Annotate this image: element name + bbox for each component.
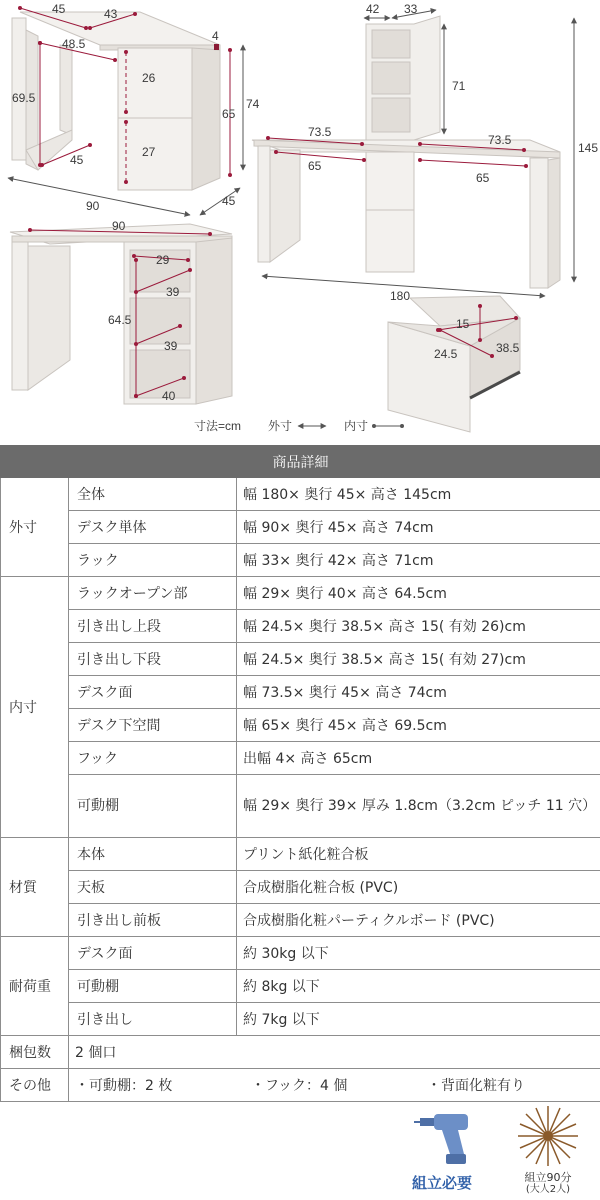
package-label: 梱包数 xyxy=(1,1036,69,1069)
dim-label: 64.5 xyxy=(108,313,132,327)
dim-label: 45 xyxy=(70,153,84,167)
table-row xyxy=(1,577,600,610)
drill-icon xyxy=(412,1106,482,1168)
spec-value: 約 30kg 以下 xyxy=(237,937,600,970)
table-row xyxy=(1,1036,600,1069)
dimension-diagram xyxy=(0,0,600,445)
dim-label: 4 xyxy=(212,29,219,43)
spec-item: ラックオープン部 xyxy=(69,577,237,610)
assembly-people: (大人2人) xyxy=(525,1184,571,1195)
spec-item: 引き出し前板 xyxy=(69,904,237,937)
dim-label: 45 xyxy=(222,194,236,208)
spec-item: 可動棚 xyxy=(69,775,237,838)
dim-label: 90 xyxy=(86,199,100,213)
spec-item: デスク面 xyxy=(69,937,237,970)
dimension-legend xyxy=(194,418,402,433)
dim-label: 48.5 xyxy=(62,37,86,51)
spec-item: 天板 xyxy=(69,871,237,904)
table-row xyxy=(1,511,600,544)
spec-item: 引き出し上段 xyxy=(69,610,237,643)
table-row xyxy=(1,970,600,1003)
dim-label: 38.5 xyxy=(496,341,520,355)
spec-value: プリント紙化粧合板 xyxy=(237,838,600,871)
clock-burst-icon xyxy=(516,1104,580,1168)
spec-value: 幅 73.5× 奥行 45× 高さ 74cm xyxy=(237,676,600,709)
spec-item: デスク単体 xyxy=(69,511,237,544)
table-row xyxy=(1,1003,600,1036)
table-row xyxy=(1,775,600,838)
spec-value: 合成樹脂化粧合板 (PVC) xyxy=(237,871,600,904)
spec-value: 幅 29× 奥行 39× 厚み 1.8cm（3.2cm ピッチ 11 穴） xyxy=(237,775,600,838)
spec-item: 全体 xyxy=(69,478,237,511)
other-item: ・可動棚：2 枚 xyxy=(75,1078,173,1094)
table-row xyxy=(1,904,600,937)
dim-label: 65 xyxy=(222,107,236,121)
table-row xyxy=(1,709,600,742)
dim-label: 40 xyxy=(162,389,176,403)
dim-label: 45 xyxy=(52,2,66,16)
dim-label: 65 xyxy=(308,159,322,173)
spec-value: 幅 65× 奥行 45× 高さ 69.5cm xyxy=(237,709,600,742)
table-row xyxy=(1,838,600,871)
table-row xyxy=(1,742,600,775)
category-inner: 内寸 xyxy=(1,577,69,838)
full-desk-set-illustration xyxy=(252,16,560,288)
desk-with-drawers-illustration xyxy=(12,12,220,190)
dim-label: 69.5 xyxy=(12,91,36,105)
assembly-time: 組立90分 xyxy=(524,1171,572,1184)
spec-item: ラック xyxy=(69,544,237,577)
spec-item: 引き出し xyxy=(69,1003,237,1036)
table-row xyxy=(1,676,600,709)
table-row xyxy=(1,478,600,511)
spec-item: 本体 xyxy=(69,838,237,871)
spec-value: 約 7kg 以下 xyxy=(237,1003,600,1036)
table-row xyxy=(1,610,600,643)
dim-label: 42 xyxy=(366,2,380,16)
table-row xyxy=(1,1069,600,1102)
spec-value: 約 8kg 以下 xyxy=(237,970,600,1003)
unit-label: 寸法=cm xyxy=(194,419,242,433)
assembly-required-label: 組立必要 xyxy=(412,1174,473,1192)
category-load: 耐荷重 xyxy=(1,937,69,1036)
spec-value: 幅 24.5× 奥行 38.5× 高さ 15( 有効 26)cm xyxy=(237,610,600,643)
spec-table-title: 商品詳細 xyxy=(1,446,600,478)
other-values xyxy=(69,1069,600,1102)
other-label: その他 xyxy=(1,1069,69,1102)
table-row xyxy=(1,871,600,904)
package-value: 2 個口 xyxy=(69,1036,600,1069)
dim-label: 24.5 xyxy=(434,347,458,361)
dim-label: 90 xyxy=(112,219,126,233)
spec-value: 出幅 4× 高さ 65cm xyxy=(237,742,600,775)
dim-label: 180 xyxy=(390,289,411,303)
category-outer: 外寸 xyxy=(1,478,69,577)
dim-label: 39 xyxy=(166,285,180,299)
spec-value: 幅 29× 奥行 40× 高さ 64.5cm xyxy=(237,577,600,610)
spec-item: 引き出し下段 xyxy=(69,643,237,676)
product-spec-table xyxy=(0,445,600,1102)
dim-label: 73.5 xyxy=(488,133,512,147)
spec-item: デスク下空間 xyxy=(69,709,237,742)
other-item: ・背面化粧有り xyxy=(427,1078,525,1094)
spec-item: フック xyxy=(69,742,237,775)
spec-item: デスク面 xyxy=(69,676,237,709)
dim-label: 65 xyxy=(476,171,490,185)
spec-value: 合成樹脂化粧パーティクルボード (PVC) xyxy=(237,904,600,937)
table-row xyxy=(1,643,600,676)
category-material: 材質 xyxy=(1,838,69,937)
other-item: ・フック：4 個 xyxy=(251,1078,348,1094)
assembly-info xyxy=(0,1100,600,1200)
table-row xyxy=(1,937,600,970)
dim-label: 74 xyxy=(246,97,260,111)
spec-item: 可動棚 xyxy=(69,970,237,1003)
dim-label: 29 xyxy=(156,253,170,267)
drawer-illustration xyxy=(388,296,520,432)
dim-label: 39 xyxy=(164,339,178,353)
assembly-time-label xyxy=(510,1172,586,1196)
dim-label: 43 xyxy=(104,7,118,21)
dim-label: 73.5 xyxy=(308,125,332,139)
dim-label: 71 xyxy=(452,79,466,93)
spec-value: 幅 24.5× 奥行 38.5× 高さ 15( 有効 27)cm xyxy=(237,643,600,676)
dim-label: 15 xyxy=(456,317,470,331)
outer-dim-label: 外寸 xyxy=(268,419,293,433)
inner-dim-label: 内寸 xyxy=(344,419,369,433)
dim-label: 27 xyxy=(142,145,156,159)
spec-value: 幅 90× 奥行 45× 高さ 74cm xyxy=(237,511,600,544)
table-row xyxy=(1,544,600,577)
spec-value: 幅 33× 奥行 42× 高さ 71cm xyxy=(237,544,600,577)
dim-label: 145 xyxy=(578,141,599,155)
dim-label: 33 xyxy=(404,2,418,16)
spec-value: 幅 180× 奥行 45× 高さ 145cm xyxy=(237,478,600,511)
dim-label: 26 xyxy=(142,71,156,85)
